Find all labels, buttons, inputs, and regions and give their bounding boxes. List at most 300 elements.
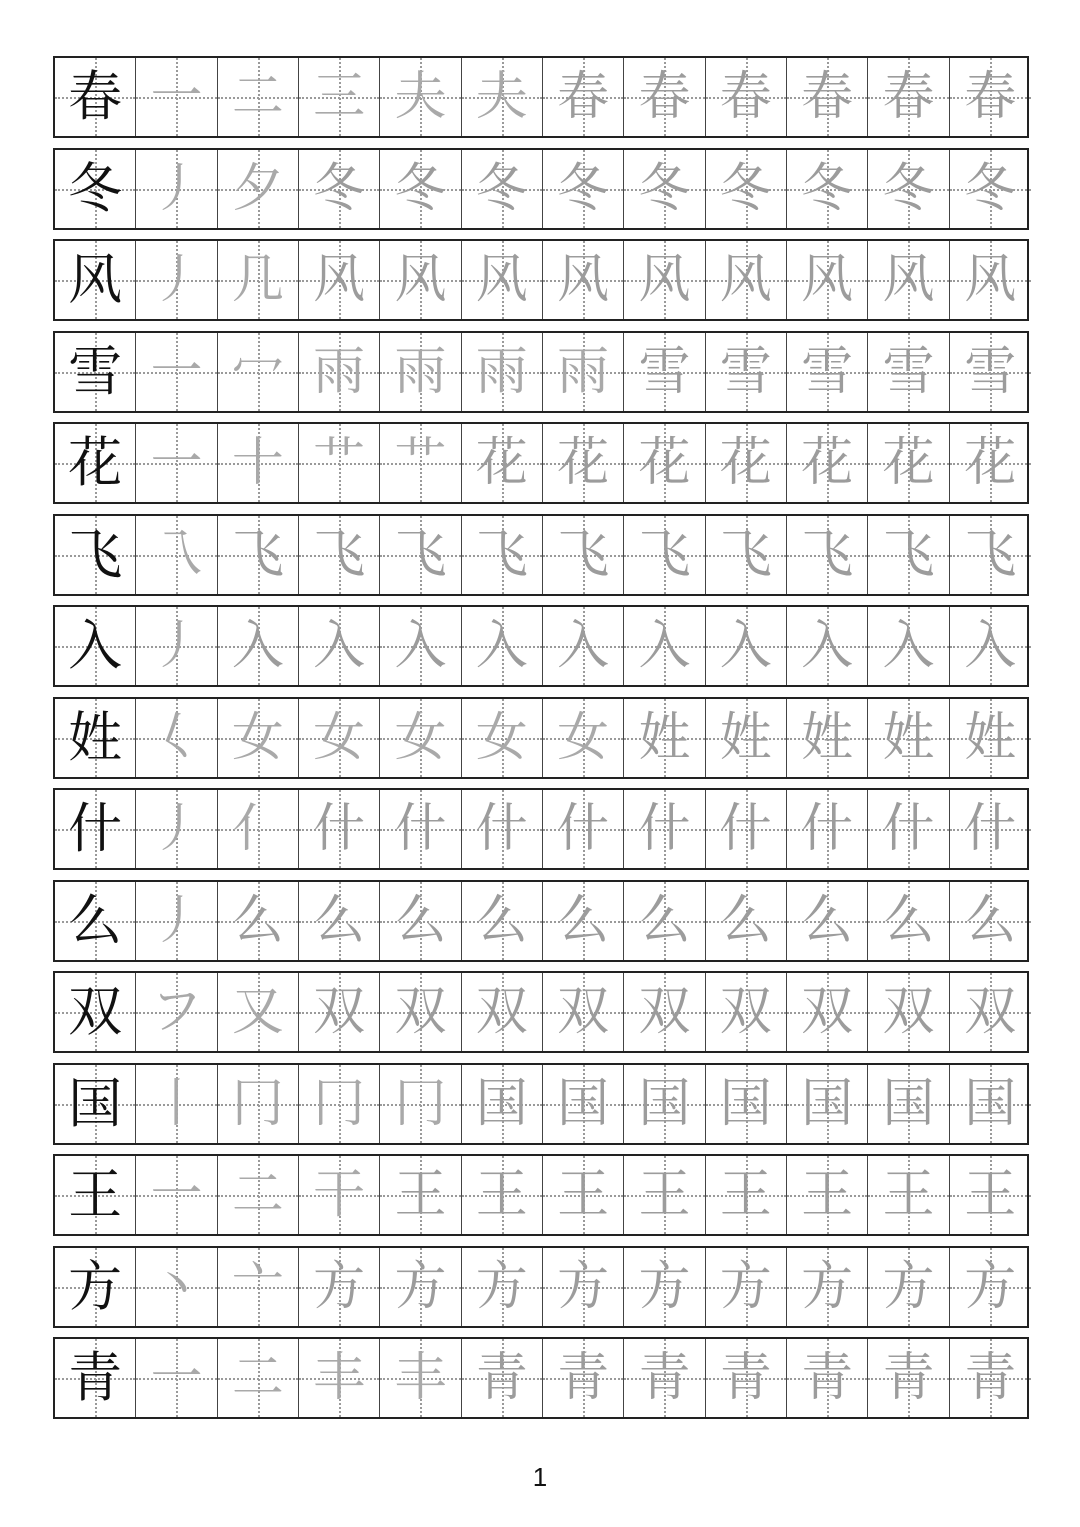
model-character-cell — [55, 699, 136, 777]
trace-stroke-step: 一 — [150, 1348, 203, 1408]
trace-stroke-step: 飞 — [882, 524, 935, 585]
trace-cell[interactable] — [950, 516, 1031, 594]
trace-cell[interactable] — [868, 1248, 949, 1326]
practice-grid — [53, 56, 1029, 1429]
trace-cell[interactable] — [462, 1339, 543, 1417]
trace-stroke-step: 青 — [475, 1348, 528, 1408]
trace-stroke-step: 入 — [394, 616, 447, 676]
trace-stroke-step: 入 — [638, 616, 691, 676]
trace-cell[interactable] — [868, 150, 949, 228]
trace-cell[interactable] — [380, 58, 461, 136]
trace-cell[interactable] — [299, 790, 380, 868]
trace-cell[interactable] — [136, 1065, 217, 1143]
trace-stroke-step: 么 — [638, 890, 691, 951]
trace-cell[interactable] — [462, 424, 543, 502]
trace-stroke-step: 方 — [964, 1256, 1017, 1317]
trace-stroke-step: 风 — [719, 250, 772, 310]
trace-cell[interactable] — [787, 241, 868, 319]
trace-stroke-step: 王 — [882, 1165, 935, 1225]
trace-cell[interactable] — [299, 333, 380, 411]
trace-stroke-step: 雪 — [882, 341, 935, 402]
trace-stroke-step: 春 — [882, 67, 935, 127]
trace-stroke-step: 丶 — [150, 1256, 203, 1317]
trace-cell[interactable] — [868, 973, 949, 1051]
trace-cell[interactable] — [950, 333, 1031, 411]
model-character: 春 — [68, 65, 123, 128]
trace-stroke-step: 青 — [801, 1348, 854, 1408]
model-character-cell — [55, 150, 136, 228]
trace-cell[interactable] — [136, 1156, 217, 1234]
trace-cell[interactable] — [787, 882, 868, 960]
trace-stroke-step: 王 — [557, 1165, 610, 1225]
practice-row — [53, 1337, 1029, 1419]
trace-cell[interactable] — [787, 150, 868, 228]
trace-stroke-step: 入 — [882, 616, 935, 676]
trace-cell[interactable] — [624, 1065, 705, 1143]
trace-cell[interactable] — [706, 516, 787, 594]
trace-cell[interactable] — [462, 241, 543, 319]
trace-stroke-step: 花 — [719, 433, 772, 493]
trace-stroke-step: 艹 — [394, 433, 447, 493]
trace-stroke-step: 入 — [313, 616, 366, 676]
trace-cell[interactable] — [299, 1248, 380, 1326]
trace-cell[interactable] — [787, 1156, 868, 1234]
trace-stroke-step: 什 — [964, 799, 1017, 859]
trace-cell[interactable] — [868, 790, 949, 868]
trace-cell[interactable] — [787, 1248, 868, 1326]
trace-stroke-step: 方 — [719, 1256, 772, 1317]
trace-stroke-step: 入 — [964, 616, 1017, 676]
trace-cell[interactable] — [218, 1248, 299, 1326]
trace-cell[interactable] — [543, 1065, 624, 1143]
trace-stroke-step: 风 — [557, 250, 610, 310]
trace-cell[interactable] — [462, 699, 543, 777]
trace-cell[interactable] — [787, 973, 868, 1051]
practice-row — [53, 148, 1029, 230]
trace-cell[interactable] — [136, 150, 217, 228]
trace-cell[interactable] — [218, 58, 299, 136]
trace-cell[interactable] — [950, 58, 1031, 136]
trace-cell[interactable] — [624, 58, 705, 136]
trace-cell[interactable] — [136, 973, 217, 1051]
trace-stroke-step: 国 — [475, 1073, 528, 1134]
trace-cell[interactable] — [706, 241, 787, 319]
model-character: 什 — [68, 797, 123, 860]
trace-cell[interactable] — [218, 241, 299, 319]
trace-stroke-step: 花 — [801, 433, 854, 493]
model-character: 方 — [68, 1254, 123, 1318]
trace-cell[interactable] — [380, 1156, 461, 1234]
trace-cell[interactable] — [624, 150, 705, 228]
trace-cell[interactable] — [624, 333, 705, 411]
trace-cell[interactable] — [706, 1248, 787, 1326]
trace-cell[interactable] — [380, 1065, 461, 1143]
trace-cell[interactable] — [218, 150, 299, 228]
trace-stroke-step: 夫 — [394, 67, 447, 127]
trace-cell[interactable] — [706, 333, 787, 411]
trace-cell[interactable] — [950, 973, 1031, 1051]
trace-cell[interactable] — [706, 1156, 787, 1234]
trace-cell[interactable] — [706, 424, 787, 502]
trace-cell[interactable] — [380, 1248, 461, 1326]
trace-stroke-step: 丨 — [150, 1073, 203, 1134]
trace-stroke-step: 丿 — [150, 799, 203, 859]
trace-cell[interactable] — [218, 1339, 299, 1417]
trace-cell[interactable] — [706, 1339, 787, 1417]
trace-stroke-step: 双 — [557, 982, 610, 1042]
trace-stroke-step: 双 — [801, 982, 854, 1042]
trace-stroke-step: 丿 — [150, 250, 203, 310]
trace-stroke-step: 雪 — [801, 341, 854, 402]
trace-stroke-step: 飞 — [313, 524, 366, 585]
trace-stroke-step: 乁 — [150, 524, 203, 585]
trace-cell[interactable] — [868, 607, 949, 685]
trace-stroke-step: 丿 — [150, 890, 203, 951]
trace-cell[interactable] — [950, 699, 1031, 777]
trace-stroke-step: 风 — [638, 250, 691, 310]
trace-cell[interactable] — [136, 790, 217, 868]
trace-cell[interactable] — [380, 241, 461, 319]
trace-stroke-step: 花 — [557, 433, 610, 493]
trace-cell[interactable] — [624, 607, 705, 685]
trace-cell[interactable] — [136, 333, 217, 411]
trace-cell[interactable] — [950, 607, 1031, 685]
practice-row — [53, 331, 1029, 413]
trace-cell[interactable] — [624, 790, 705, 868]
trace-stroke-step: 风 — [394, 250, 447, 310]
trace-cell[interactable] — [868, 241, 949, 319]
trace-cell[interactable] — [624, 1156, 705, 1234]
trace-stroke-step: 姓 — [964, 707, 1017, 768]
trace-cell[interactable] — [462, 973, 543, 1051]
trace-stroke-step: 飞 — [394, 524, 447, 585]
trace-cell[interactable] — [787, 790, 868, 868]
trace-stroke-step: 丰 — [394, 1348, 447, 1408]
trace-cell[interactable] — [868, 699, 949, 777]
trace-stroke-step: 一 — [150, 1165, 203, 1225]
trace-stroke-step: フ — [150, 982, 203, 1042]
trace-cell[interactable] — [624, 1339, 705, 1417]
trace-stroke-step: 么 — [231, 890, 284, 951]
trace-cell[interactable] — [136, 516, 217, 594]
trace-stroke-step: 女 — [475, 707, 528, 768]
trace-cell[interactable] — [136, 607, 217, 685]
trace-stroke-step: 么 — [964, 890, 1017, 951]
trace-stroke-step: 冂 — [231, 1073, 284, 1134]
trace-cell[interactable] — [543, 699, 624, 777]
trace-stroke-step: 冂 — [394, 1073, 447, 1134]
trace-stroke-step: 什 — [719, 799, 772, 859]
trace-cell[interactable] — [218, 699, 299, 777]
model-character: 双 — [68, 980, 123, 1043]
trace-stroke-step: 什 — [638, 799, 691, 859]
trace-cell[interactable] — [706, 699, 787, 777]
trace-cell[interactable] — [706, 790, 787, 868]
trace-cell[interactable] — [380, 150, 461, 228]
trace-cell[interactable] — [950, 1248, 1031, 1326]
trace-cell[interactable] — [950, 1156, 1031, 1234]
trace-cell[interactable] — [299, 1065, 380, 1143]
trace-stroke-step: 什 — [557, 799, 610, 859]
trace-cell[interactable] — [462, 1156, 543, 1234]
trace-stroke-step: 𡿨 — [150, 707, 203, 768]
trace-cell[interactable] — [543, 241, 624, 319]
trace-cell[interactable] — [299, 1339, 380, 1417]
trace-cell[interactable] — [380, 790, 461, 868]
trace-stroke-step: 女 — [313, 707, 366, 768]
trace-stroke-step: 夕 — [231, 158, 284, 219]
trace-cell[interactable] — [136, 1339, 217, 1417]
trace-cell[interactable] — [380, 699, 461, 777]
trace-cell[interactable] — [218, 333, 299, 411]
trace-stroke-step: 青 — [882, 1348, 935, 1408]
trace-cell[interactable] — [462, 150, 543, 228]
trace-stroke-step: 花 — [475, 433, 528, 493]
trace-cell[interactable] — [624, 516, 705, 594]
trace-stroke-step: 雪 — [964, 341, 1017, 402]
trace-stroke-step: 亻 — [231, 799, 284, 859]
trace-cell[interactable] — [950, 150, 1031, 228]
practice-row — [53, 1246, 1029, 1328]
trace-cell[interactable] — [299, 699, 380, 777]
trace-stroke-step: 花 — [882, 433, 935, 493]
trace-cell[interactable] — [787, 424, 868, 502]
trace-cell[interactable] — [624, 424, 705, 502]
trace-cell[interactable] — [299, 973, 380, 1051]
trace-cell[interactable] — [380, 882, 461, 960]
model-character: 姓 — [68, 705, 123, 769]
trace-cell[interactable] — [543, 882, 624, 960]
trace-cell[interactable] — [624, 241, 705, 319]
trace-cell[interactable] — [136, 58, 217, 136]
trace-stroke-step: 方 — [638, 1256, 691, 1317]
trace-cell[interactable] — [380, 424, 461, 502]
trace-stroke-step: 春 — [638, 67, 691, 127]
trace-cell[interactable] — [380, 516, 461, 594]
trace-stroke-step: 女 — [231, 707, 284, 768]
trace-cell[interactable] — [218, 516, 299, 594]
trace-cell[interactable] — [706, 58, 787, 136]
trace-stroke-step: 雨 — [394, 341, 447, 402]
trace-stroke-step: 么 — [719, 890, 772, 951]
trace-cell[interactable] — [868, 882, 949, 960]
trace-stroke-step: 入 — [231, 616, 284, 676]
trace-cell[interactable] — [706, 607, 787, 685]
trace-cell[interactable] — [787, 516, 868, 594]
trace-stroke-step: 入 — [719, 616, 772, 676]
trace-stroke-step: 么 — [801, 890, 854, 951]
trace-stroke-step: 双 — [882, 982, 935, 1042]
model-character: 么 — [68, 888, 123, 952]
trace-cell[interactable] — [218, 424, 299, 502]
trace-cell[interactable] — [950, 424, 1031, 502]
trace-cell[interactable] — [543, 973, 624, 1051]
trace-stroke-step: 冖 — [231, 341, 284, 402]
trace-stroke-step: 么 — [882, 890, 935, 951]
trace-cell[interactable] — [380, 333, 461, 411]
trace-cell[interactable] — [787, 1065, 868, 1143]
model-character-cell — [55, 516, 136, 594]
trace-cell[interactable] — [706, 882, 787, 960]
model-character-cell — [55, 58, 136, 136]
trace-cell[interactable] — [543, 424, 624, 502]
trace-stroke-step: 飞 — [964, 524, 1017, 585]
model-character-cell — [55, 1339, 136, 1417]
trace-cell[interactable] — [136, 699, 217, 777]
trace-stroke-step: 么 — [475, 890, 528, 951]
trace-cell[interactable] — [787, 699, 868, 777]
trace-cell[interactable] — [299, 150, 380, 228]
trace-cell[interactable] — [299, 424, 380, 502]
model-character-cell — [55, 882, 136, 960]
trace-stroke-step: 姓 — [719, 707, 772, 768]
trace-stroke-step: 飞 — [557, 524, 610, 585]
trace-cell[interactable] — [218, 790, 299, 868]
model-character: 王 — [68, 1163, 123, 1226]
trace-cell[interactable] — [299, 516, 380, 594]
trace-cell[interactable] — [462, 607, 543, 685]
trace-stroke-step: 么 — [313, 890, 366, 951]
trace-stroke-step: 双 — [313, 982, 366, 1042]
trace-stroke-step: 冬 — [719, 158, 772, 219]
trace-stroke-step: 花 — [638, 433, 691, 493]
practice-row — [53, 788, 1029, 870]
trace-cell[interactable] — [299, 241, 380, 319]
trace-cell[interactable] — [543, 790, 624, 868]
trace-cell[interactable] — [787, 1339, 868, 1417]
trace-stroke-step: 国 — [801, 1073, 854, 1134]
trace-cell[interactable] — [543, 516, 624, 594]
practice-row — [53, 697, 1029, 779]
model-character-cell — [55, 1248, 136, 1326]
trace-cell[interactable] — [462, 882, 543, 960]
trace-stroke-step: 亠 — [231, 1256, 284, 1317]
trace-cell[interactable] — [543, 150, 624, 228]
trace-cell[interactable] — [868, 1065, 949, 1143]
trace-cell[interactable] — [462, 1065, 543, 1143]
trace-cell[interactable] — [624, 882, 705, 960]
trace-cell[interactable] — [706, 1065, 787, 1143]
trace-cell[interactable] — [380, 1339, 461, 1417]
model-character: 青 — [68, 1346, 123, 1409]
trace-cell[interactable] — [462, 333, 543, 411]
model-character-cell — [55, 424, 136, 502]
trace-cell[interactable] — [218, 882, 299, 960]
trace-cell[interactable] — [543, 333, 624, 411]
trace-stroke-step: 春 — [964, 67, 1017, 127]
trace-cell[interactable] — [543, 1248, 624, 1326]
trace-cell[interactable] — [543, 1339, 624, 1417]
trace-cell[interactable] — [950, 882, 1031, 960]
trace-cell[interactable] — [299, 607, 380, 685]
trace-stroke-step: 二 — [231, 1348, 284, 1408]
trace-stroke-step: 双 — [964, 982, 1017, 1042]
trace-cell[interactable] — [868, 333, 949, 411]
trace-cell[interactable] — [624, 1248, 705, 1326]
model-character: 雪 — [68, 339, 123, 403]
trace-stroke-step: 又 — [231, 982, 284, 1042]
trace-cell[interactable] — [462, 58, 543, 136]
trace-stroke-step: 一 — [150, 341, 203, 402]
trace-cell[interactable] — [706, 973, 787, 1051]
trace-cell[interactable] — [787, 333, 868, 411]
trace-stroke-step: 冂 — [313, 1073, 366, 1134]
trace-stroke-step: 王 — [801, 1165, 854, 1225]
model-character: 国 — [68, 1071, 123, 1135]
trace-cell[interactable] — [624, 973, 705, 1051]
trace-cell[interactable] — [543, 607, 624, 685]
trace-stroke-step: 雨 — [313, 341, 366, 402]
trace-cell[interactable] — [868, 1339, 949, 1417]
trace-stroke-step: 冬 — [638, 158, 691, 219]
trace-cell[interactable] — [136, 241, 217, 319]
trace-cell[interactable] — [868, 516, 949, 594]
trace-cell[interactable] — [218, 1065, 299, 1143]
trace-cell[interactable] — [136, 882, 217, 960]
practice-row — [53, 880, 1029, 962]
trace-stroke-step: 飞 — [801, 524, 854, 585]
trace-cell[interactable] — [218, 607, 299, 685]
trace-stroke-step: 姓 — [882, 707, 935, 768]
trace-cell[interactable] — [868, 424, 949, 502]
trace-stroke-step: 雪 — [719, 341, 772, 402]
trace-cell[interactable] — [787, 58, 868, 136]
trace-stroke-step: 艹 — [313, 433, 366, 493]
trace-cell[interactable] — [218, 973, 299, 1051]
trace-cell[interactable] — [543, 58, 624, 136]
trace-cell[interactable] — [462, 1248, 543, 1326]
trace-stroke-step: 丿 — [150, 616, 203, 676]
trace-cell[interactable] — [299, 1156, 380, 1234]
trace-stroke-step: 青 — [719, 1348, 772, 1408]
trace-stroke-step: 冬 — [882, 158, 935, 219]
trace-stroke-step: 春 — [557, 67, 610, 127]
page-number: 1 — [532, 1462, 548, 1492]
trace-cell[interactable] — [787, 607, 868, 685]
trace-cell[interactable] — [950, 241, 1031, 319]
trace-stroke-step: 雨 — [475, 341, 528, 402]
trace-cell[interactable] — [136, 424, 217, 502]
trace-cell[interactable] — [380, 607, 461, 685]
trace-stroke-step: 入 — [801, 616, 854, 676]
trace-cell[interactable] — [868, 58, 949, 136]
trace-cell[interactable] — [462, 516, 543, 594]
trace-cell[interactable] — [380, 973, 461, 1051]
trace-cell[interactable] — [299, 882, 380, 960]
trace-cell[interactable] — [218, 1156, 299, 1234]
trace-stroke-step: 王 — [638, 1165, 691, 1225]
trace-cell[interactable] — [950, 790, 1031, 868]
trace-cell[interactable] — [868, 1156, 949, 1234]
trace-cell[interactable] — [706, 150, 787, 228]
trace-cell[interactable] — [543, 1156, 624, 1234]
trace-cell[interactable] — [624, 699, 705, 777]
trace-stroke-step: 姓 — [638, 707, 691, 768]
trace-stroke-step: 冬 — [801, 158, 854, 219]
model-character: 飞 — [68, 522, 123, 586]
trace-cell[interactable] — [462, 790, 543, 868]
trace-cell[interactable] — [136, 1248, 217, 1326]
trace-cell[interactable] — [950, 1065, 1031, 1143]
trace-stroke-step: 一 — [150, 67, 203, 127]
trace-cell[interactable] — [299, 58, 380, 136]
practice-row — [53, 56, 1029, 138]
trace-stroke-step: 飞 — [638, 524, 691, 585]
trace-cell[interactable] — [950, 1339, 1031, 1417]
trace-stroke-step: 春 — [719, 67, 772, 127]
trace-stroke-step: 一 — [150, 433, 203, 493]
model-character-cell — [55, 607, 136, 685]
